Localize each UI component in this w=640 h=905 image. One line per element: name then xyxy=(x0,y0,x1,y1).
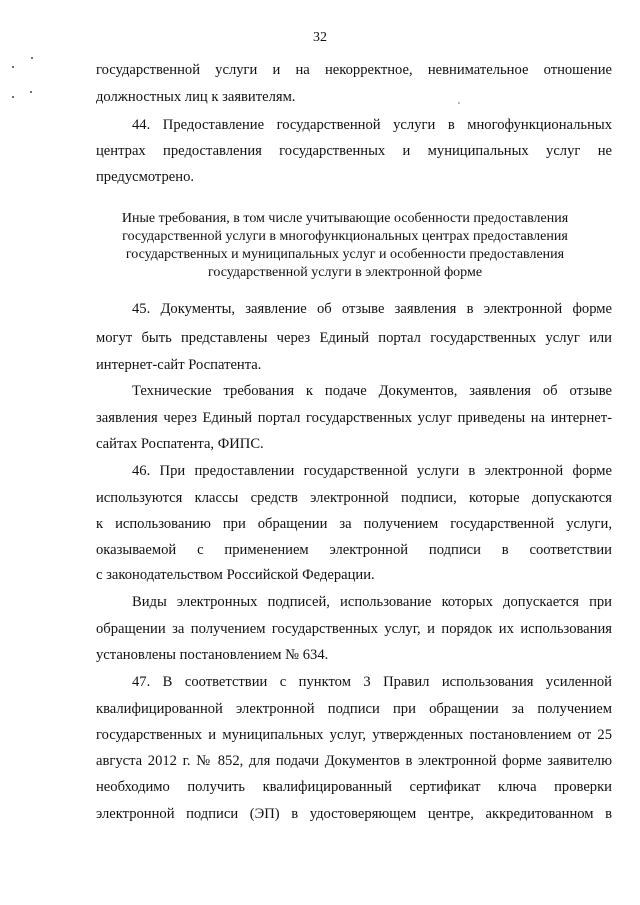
text-line: с законодательством Российской Федерации. xyxy=(96,567,375,583)
section-heading-line: государственной услуги в электронной форме xyxy=(207,265,483,280)
text-line: 44. Предоставление государственной услуги в многофункциональных xyxy=(132,117,612,133)
text-line: к использованию при обращении за получением государственной услуги, xyxy=(96,516,612,532)
text-line: 47. В соответствии с пунктом 3 Правил использования усиленной xyxy=(132,674,612,690)
text-line: августа 2012 г. № 852, для подачи Документов в электронной форме заявителю xyxy=(96,753,612,769)
text-line: необходимо получить квалифицированный сертификат ключа проверки xyxy=(96,779,612,795)
text-line: могут быть представлены через Единый портал государственных услуг или xyxy=(96,330,612,346)
text-line: предусмотрено. xyxy=(96,169,195,185)
text-line: 46. При предоставлении государственной услуги в электронной форме xyxy=(132,463,612,479)
text-line: интернет-сайт Роспатента. xyxy=(96,357,262,373)
text-line: используются классы средств электронной подписи, которые допускаются xyxy=(96,490,612,506)
text-line: сайтах Роспатента, ФИПС. xyxy=(96,436,264,452)
text-line: центрах предоставления государственных и муниципальных услуг не xyxy=(96,143,612,159)
section-heading-line: Иные требования, в том числе учитывающие особенности предоставления xyxy=(121,211,569,226)
text-line: государственной услуги и на некорректное, невнимательное отношение xyxy=(96,62,612,78)
section-heading-line: государственных и муниципальных услуг и особенности предоставления xyxy=(125,247,565,262)
text-line: Технические требования к подаче Документов, заявления об отзыве xyxy=(132,383,612,399)
text-line: оказываемой с применением электронной подписи в соответствии xyxy=(96,542,612,558)
text-line: установлены постановлением № 634. xyxy=(96,647,329,663)
text-line: электронной подписи (ЭП) в удостоверяющем центре, аккредитованном в xyxy=(96,806,612,822)
text-line: 45. Документы, заявление об отзыве заявления в электронной форме xyxy=(132,301,612,317)
text-line: государственных и муниципальных услуг, утвержденных постановлением от 25 xyxy=(96,727,612,743)
text-line: заявления через Единый портал государственных услуг приведены на интернет- xyxy=(96,410,612,426)
text-line: Виды электронных подписей, использование которых допускается при xyxy=(132,594,612,610)
text-line: должностных лиц к заявителям. xyxy=(96,89,296,105)
section-heading-line: государственной услуги в многофункциональных центрах предоставления xyxy=(122,229,568,244)
page-number: 32 xyxy=(313,30,327,45)
text-line: квалифицированной электронной подписи при обращении за получением xyxy=(96,701,612,717)
text-line: обращении за получением государственных услуг, и порядок их использования xyxy=(96,621,612,637)
